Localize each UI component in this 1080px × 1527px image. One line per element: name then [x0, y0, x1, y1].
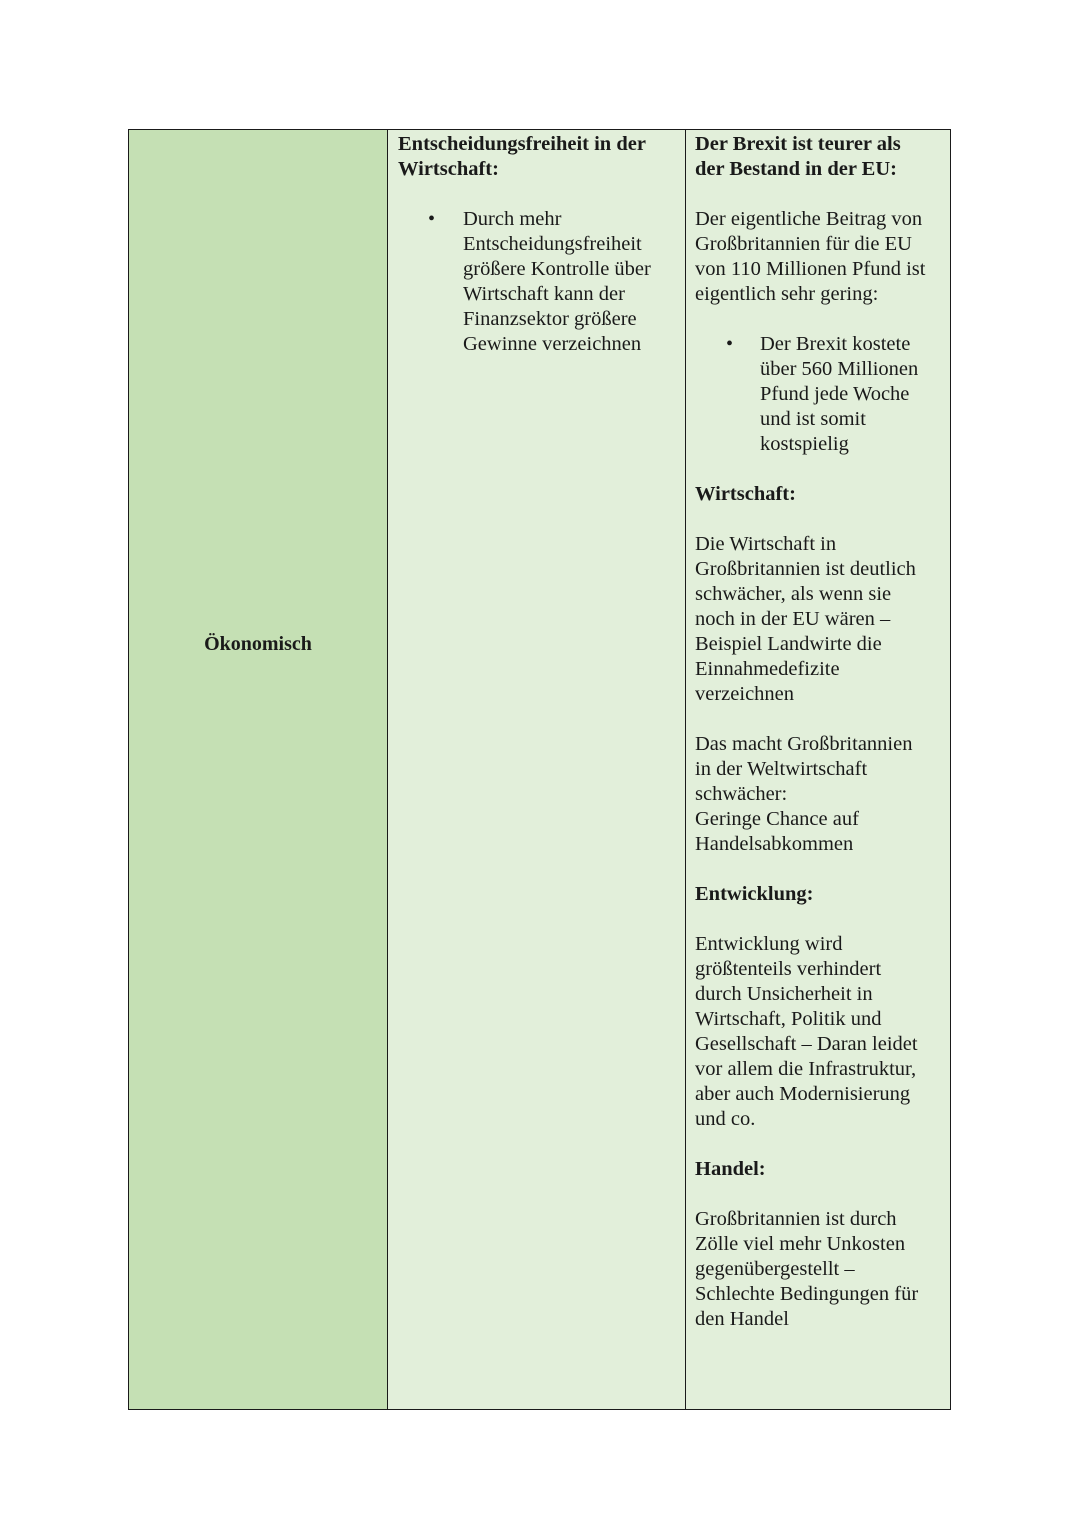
comparison-table	[128, 129, 951, 1410]
bullet-line: Wirtschaft kann der	[463, 283, 625, 305]
pro-bullet-list	[398, 207, 675, 357]
section-heading-wirtschaft: Wirtschaft:	[695, 483, 796, 505]
pro-heading-line: Wirtschaft:	[398, 158, 499, 180]
bullet-line: Entscheidungsfreiheit	[463, 233, 642, 255]
bullet-line: Pfund jede Woche	[760, 383, 910, 405]
bullet-line: Durch mehr	[463, 208, 562, 230]
list-item	[398, 207, 675, 357]
section-heading-handel: Handel:	[695, 1158, 766, 1180]
pro-heading-line: Entscheidungsfreiheit in der	[398, 133, 646, 155]
bullet-line: Gewinne verzeichnen	[463, 333, 642, 355]
contra-intro: Der eigentliche Beitrag von Großbritannien für die EU von 110 Millionen Pfund ist eigentlich sehr gering:	[695, 208, 926, 305]
list-item	[695, 332, 944, 457]
section-paragraph: Das macht Großbritannien in der Weltwirtschaft schwächer: Geringe Chance auf Handelsabkommen	[695, 733, 913, 855]
contra-bullet-list	[695, 332, 944, 457]
contra-heading-line: der Bestand in der EU:	[695, 158, 897, 180]
bullet-line: über 560 Millionen	[760, 358, 919, 380]
bullet-line: größere Kontrolle über	[463, 258, 651, 280]
category-cell	[129, 130, 388, 1409]
bullet-line: Finanzsektor größere	[463, 308, 637, 330]
section-paragraph: Entwicklung wird größtenteils verhindert durch Unsicherheit in Wirtschaft, Politik und Gesellschaft – Daran leidet vor allem die Infrastruktur, aber auch Modernisierung und co.	[695, 933, 918, 1130]
pro-heading	[398, 132, 675, 182]
bullet-icon: •	[726, 333, 734, 355]
bullet-icon: •	[428, 208, 436, 230]
section-heading-entwicklung: Entwicklung:	[695, 883, 814, 905]
contra-cell	[686, 130, 950, 1409]
bullet-line: und ist somit	[760, 408, 866, 430]
contra-heading	[695, 132, 944, 182]
contra-heading-line: Der Brexit ist teurer als	[695, 133, 901, 155]
bullet-line: Der Brexit kostete	[760, 333, 911, 355]
category-label: Ökonomisch	[204, 633, 312, 655]
bullet-line: kostspielig	[760, 433, 849, 455]
pro-cell	[388, 130, 686, 1409]
section-paragraph: Die Wirtschaft in Großbritannien ist deutlich schwächer, als wenn sie noch in der EU wären – Beispiel Landwirte die Einnahmedefizite verzeichnen	[695, 533, 916, 705]
section-paragraph: Großbritannien ist durch Zölle viel mehr Unkosten gegenübergestellt – Schlechte Bedingungen für den Handel	[695, 1208, 919, 1330]
